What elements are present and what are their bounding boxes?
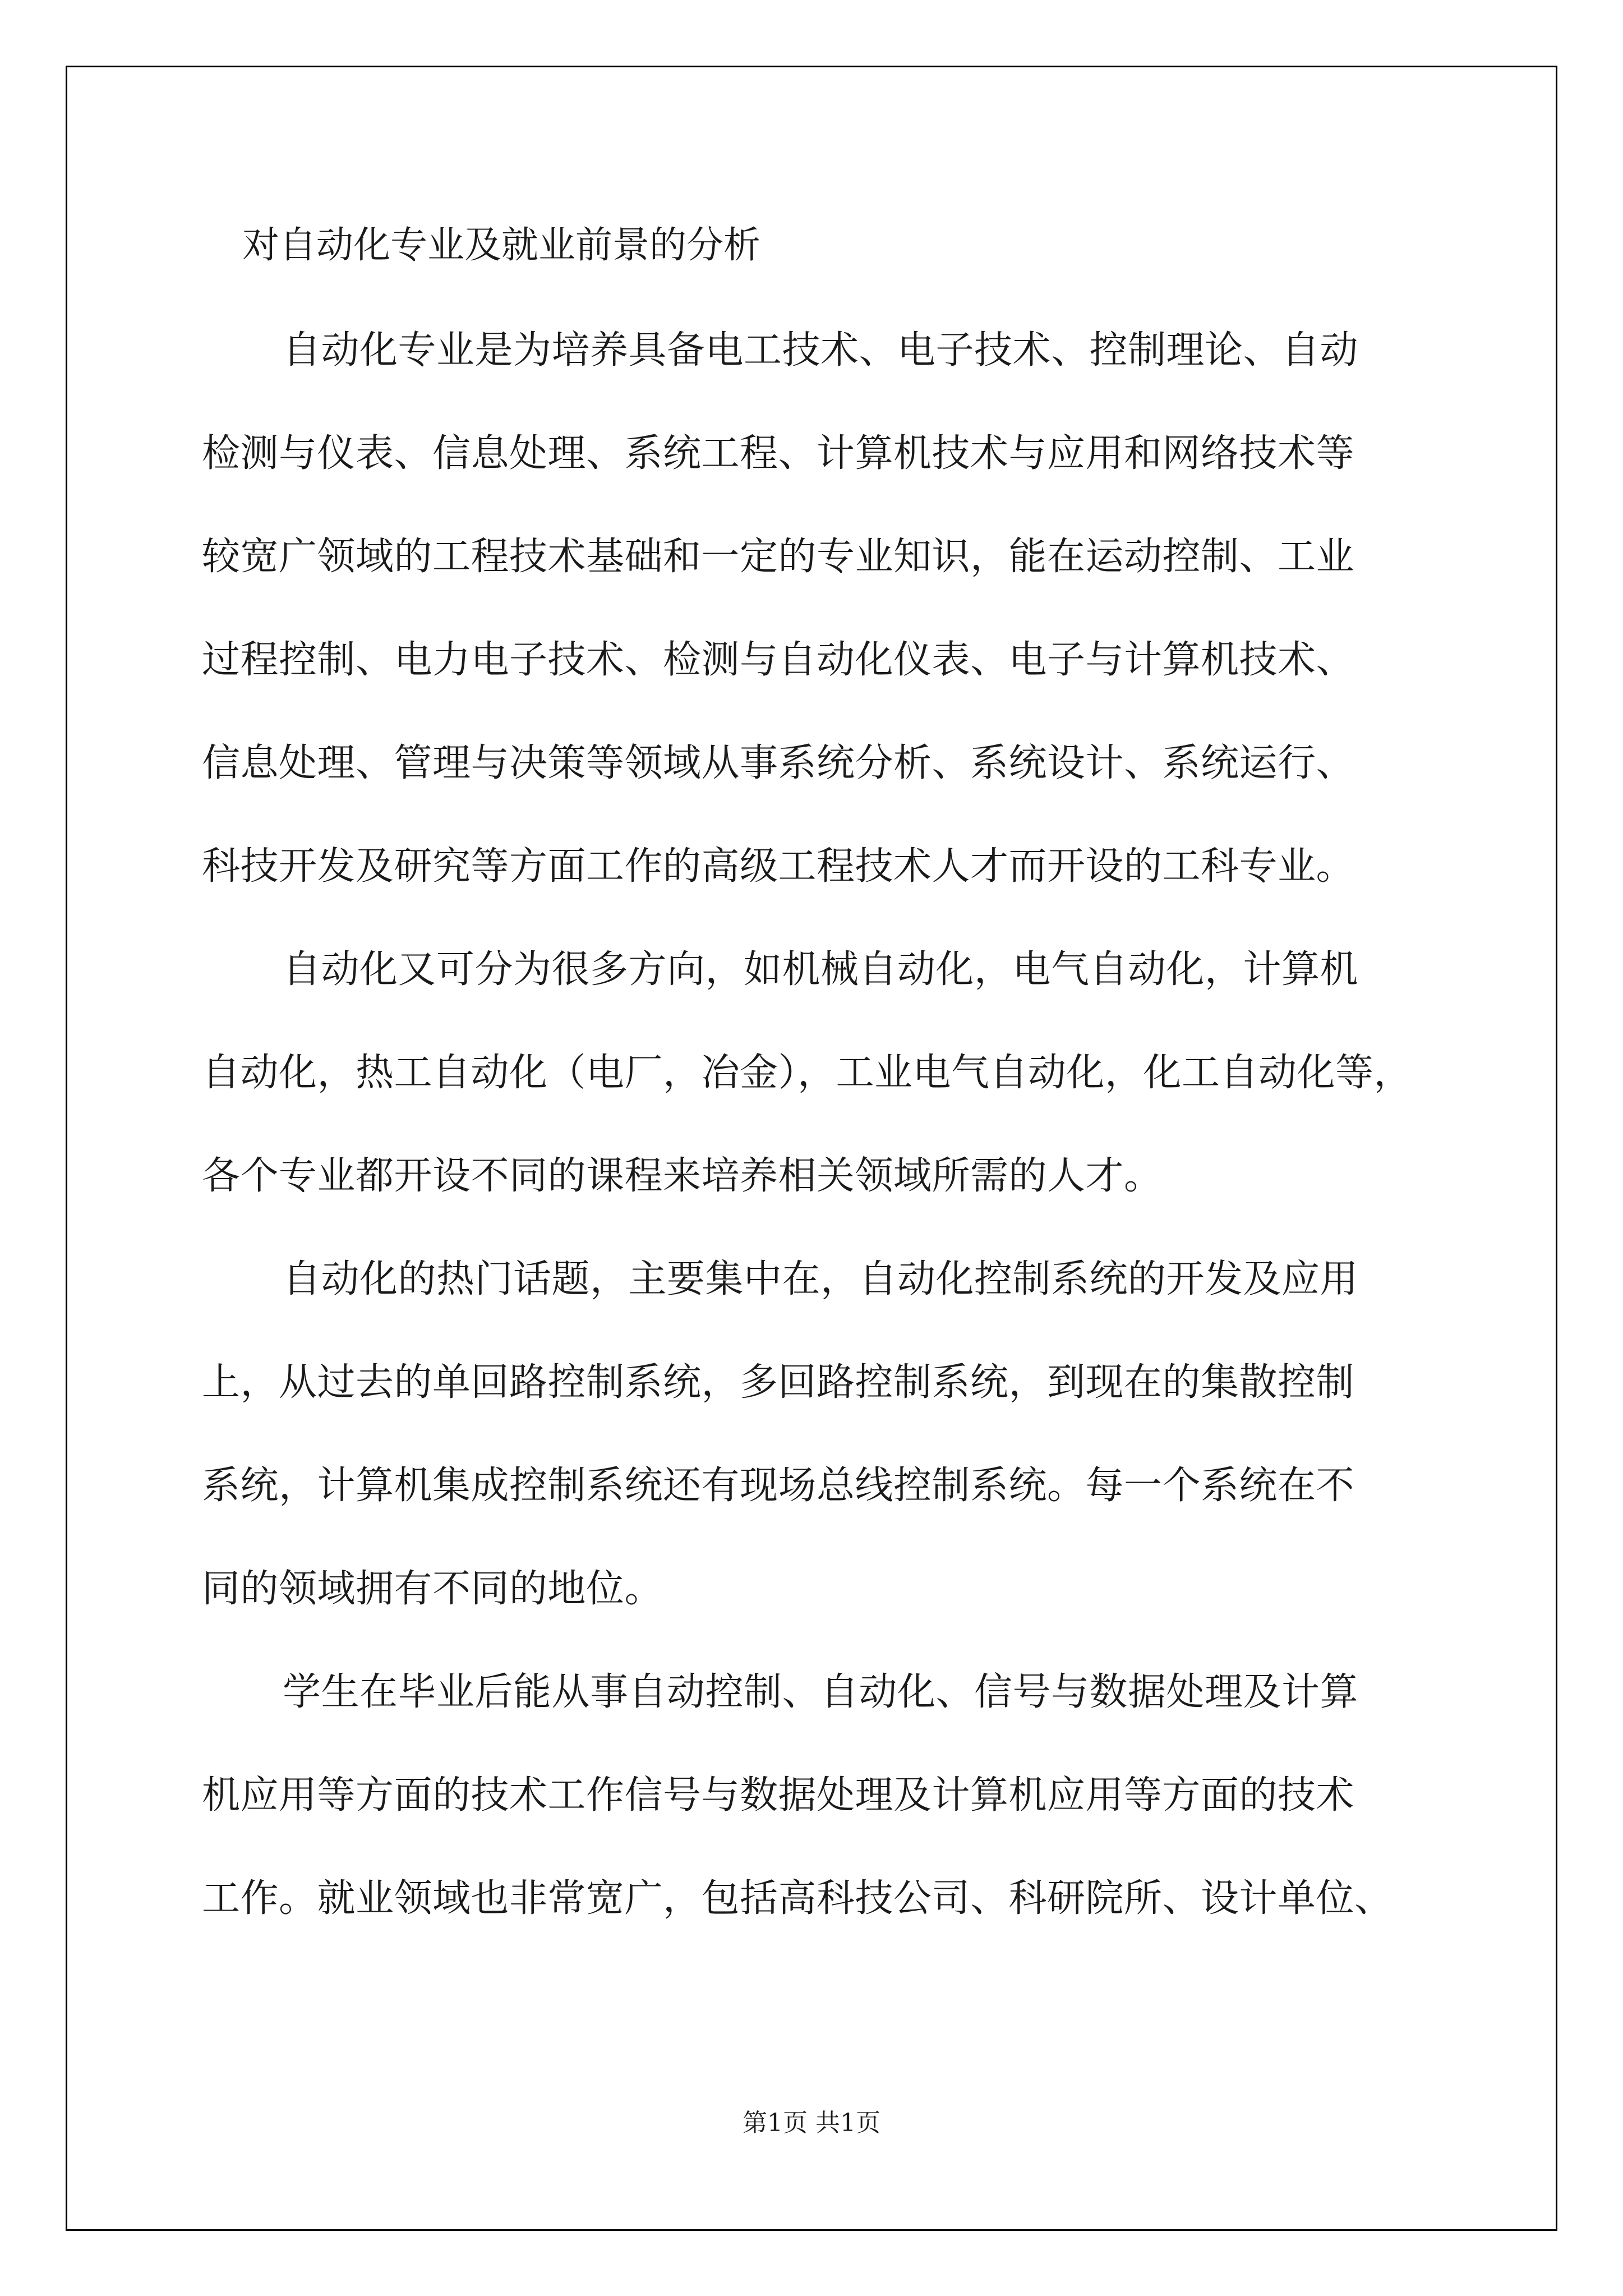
paragraph-line: 信息处理、管理与决策等领域从事系统分析、系统设计、系统运行、 — [202, 741, 1355, 785]
paragraph-line: 自动化，热工自动化（电厂，冶金），工业电气自动化，化工自动化等， — [202, 1051, 1413, 1095]
paragraph-line: 各个专业都开设不同的课程来培养相关领域所需的人才。 — [202, 1154, 1163, 1198]
paragraph-line: 较宽广领域的工程技术基础和一定的专业知识，能在运动控制、工业 — [202, 535, 1355, 579]
paragraph-1 — [202, 325, 1436, 892]
document-body — [202, 220, 1436, 1977]
paragraph-line: 自动化专业是为培养具备电工技术、电子技术、控制理论、自动 — [283, 328, 1359, 372]
paragraph-line: 上，从过去的单回路控制系统，多回路控制系统，到现在的集散控制 — [202, 1360, 1355, 1405]
document-title: 对自动化专业及就业前景的分析 — [242, 223, 760, 266]
paragraph-line: 学生在毕业后能从事自动控制、自动化、信号与数据处理及计算 — [283, 1670, 1359, 1714]
paragraph-2 — [202, 945, 1436, 1202]
paragraph-line: 科技开发及研究等方面工作的高级工程技术人才而开设的工科专业。 — [202, 844, 1355, 889]
paragraph-line: 同的领域拥有不同的地位。 — [202, 1567, 663, 1611]
paragraph-4 — [202, 1667, 1436, 1924]
paragraph-3 — [202, 1254, 1436, 1614]
paragraph-line: 自动化又可分为很多方向，如机械自动化，电气自动化，计算机 — [283, 947, 1359, 992]
paragraph-line: 过程控制、电力电子技术、检测与自动化仪表、电子与计算机技术、 — [202, 638, 1355, 682]
paragraph-line: 工作。就业领域也非常宽广，包括高科技公司、科研院所、设计单位、 — [202, 1876, 1393, 1921]
paragraph-line: 系统，计算机集成控制系统还有现场总线控制系统。每一个系统在不 — [202, 1464, 1355, 1508]
page-footer: 第1页 共1页 — [743, 2109, 880, 2137]
paragraph-line: 检测与仪表、信息处理、系统工程、计算机技术与应用和网络技术等 — [202, 431, 1355, 476]
paragraph-line: 机应用等方面的技术工作信号与数据处理及计算机应用等方面的技术 — [202, 1773, 1355, 1818]
paragraph-line: 自动化的热门话题，主要集中在，自动化控制系统的开发及应用 — [283, 1257, 1359, 1301]
